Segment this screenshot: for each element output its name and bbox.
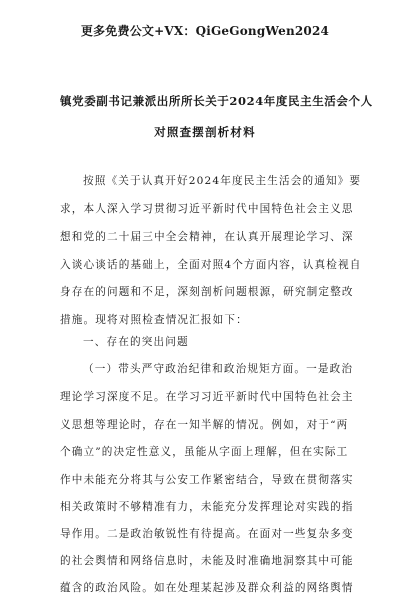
document-title-line-1: 镇党委副书记兼派出所所长关于2024年度民主生活会个人 <box>60 94 373 108</box>
paragraph-line: 身存在的问题和不足，深刻剖析问题根源，研究制定整改 <box>60 286 354 298</box>
paragraph-line: 导作用。二是政治敏锐性有待提高。在面对一些复杂多变 <box>60 528 354 540</box>
paragraph-line: 求，本人深入学习贯彻习近平新时代中国特色社会主义思 <box>60 203 354 215</box>
paragraph-line: 作中未能充分将其与公安工作紧密结合，导致在贯彻落实 <box>60 474 354 486</box>
paragraph-line: 蕴含的政治风险。如在处理某起涉及群众利益的网络舆情 <box>60 582 354 594</box>
section-heading: 一、存在的突出问题 <box>83 336 189 348</box>
paragraph-line: 想和党的二十届三中全会精神，在认真开展理论学习、深 <box>60 231 354 243</box>
paragraph-line: 的社会舆情和网络信息时，未能及时准确地洞察其中可能 <box>60 555 354 567</box>
paragraph-line: （一）带头严守政治纪律和政治规矩方面。一是政治 <box>83 363 354 375</box>
paragraph-line: 按照《关于认真开好2024年度民主生活会的通知》要 <box>83 175 362 187</box>
paragraph-line: 措施。现将对照检查情况汇报如下： <box>60 314 248 326</box>
paragraph-line: 相关政策时不够精准有力，未能充分发挥理论对实践的指 <box>60 501 354 513</box>
paragraph-line: 理论学习深度不足。在学习习近平新时代中国特色社会主 <box>60 391 354 403</box>
paragraph-line: 个确立”的决定性意义，虽能从字面上理解，但在实际工 <box>60 446 349 458</box>
document-title-line-2: 对照查摆剖析材料 <box>154 125 256 139</box>
paragraph-line: 义思想等理论时，存在一知半解的情况。例如，对于“两 <box>60 419 349 431</box>
paragraph-line: 入谈心谈话的基础上，全面对照4个方面内容，认真检视自 <box>60 259 362 271</box>
header-note: 更多免费公文+VX：QiGeGongWen2024 <box>80 24 330 38</box>
